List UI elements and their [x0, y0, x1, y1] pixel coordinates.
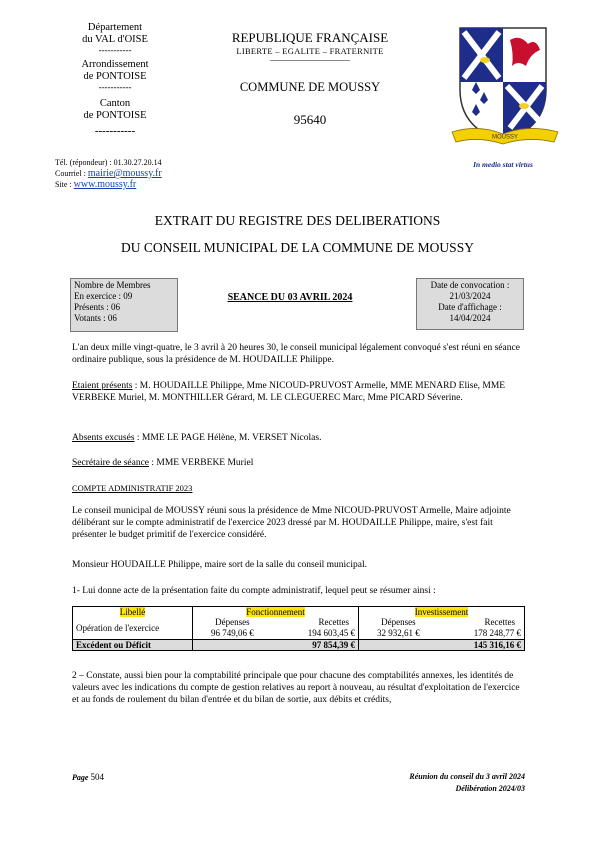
- canton-line1: Canton: [99, 98, 131, 109]
- operating-header: Fonctionnement: [246, 607, 305, 617]
- operating-result: 97 854,39 €: [193, 640, 359, 651]
- label-header: Libellé: [119, 607, 146, 617]
- email-row: [55, 168, 162, 179]
- email-link[interactable]: mairie@moussy.fr: [87, 168, 162, 179]
- present-label: Etaient présents: [72, 381, 133, 391]
- present-list: : M. HOUDAILLE Philippe, Mme NICOUD-PRUVOST Armelle, MME MENARD Elise, MME VERBEKE Muriel, M. MONTHILLER Gérard, M. LE CLEGUEREC Marc, Mme PICARD Séverine.: [72, 381, 506, 403]
- email-label: Courriel :: [55, 169, 88, 178]
- site-link[interactable]: www.moussy.fr: [73, 179, 137, 190]
- phone-number: Tél. (répondeur) : 01.30.27.20.14: [55, 158, 162, 167]
- operating-header-cell: [193, 607, 359, 618]
- separator: -----------: [98, 45, 132, 55]
- republic-motto: LIBERTE – EGALITE – FRATERNITE: [236, 46, 384, 56]
- mayor-exit-paragraph: Monsieur HOUDAILLE Philippe, maire sort de la salle du conseil municipal.: [72, 560, 367, 570]
- absent-paragraph: [72, 432, 527, 444]
- table-row: [73, 640, 525, 651]
- department-line2: du VAL d'OISE: [82, 34, 148, 45]
- operating-expenses-cell: [193, 617, 272, 640]
- operating-expenses-header: Dépenses: [215, 617, 250, 627]
- item-2-paragraph: 2 – Constate, aussi bien pour la comptabilité principale que pour chacune des comptabilités annexes, les identités de valeurs avec les indications du compte de gestion relatives au report à nouveau, au résultat d'exploitation de l'exercice et au fonds de roulement du bilan d'entrée et du bilan de sortie, aux débits et crédits,: [72, 671, 520, 705]
- document-title: EXTRAIT DU REGISTRE DES DELIBERATIONS: [154, 213, 441, 228]
- arrondissement-line2: de PONTOISE: [83, 71, 147, 82]
- section-heading-wrap: [72, 482, 527, 494]
- convocation-label: Date de convocation :: [430, 280, 510, 290]
- meeting-reference: Réunion du conseil du 3 avril 2024: [409, 772, 525, 781]
- result-label: Excédent ou Déficit: [73, 640, 193, 651]
- investment-revenue-cell: [438, 617, 525, 640]
- arrondissement-line1: Arrondissement: [81, 59, 149, 70]
- dates-box: [416, 278, 524, 330]
- crest-motto: In medio stat virtus: [473, 160, 533, 169]
- secretary-label: Secrétaire de séance: [72, 458, 150, 468]
- operation-label: Opération de l'exercice: [73, 617, 193, 640]
- label-header-cell: [73, 607, 193, 618]
- footer-reference: [340, 771, 525, 795]
- deliberation-reference: Délibération 2024/03: [455, 784, 525, 793]
- separator: -----------: [98, 82, 132, 92]
- investment-expenses-cell: [358, 617, 437, 640]
- crest-banner-text: MOUSSY: [491, 134, 519, 141]
- section-heading: COMPTE ADMINISTRATIF 2023: [72, 483, 193, 493]
- item-1-paragraph: 1- Lui donne acte de la présentation faite du compte administratif, lequel peut se résumer ainsi :: [72, 586, 436, 596]
- document-subtitle: DU CONSEIL MUNICIPAL DE LA COMMUNE DE MOUSSY: [121, 240, 474, 255]
- investment-header-cell: [358, 607, 524, 618]
- investment-header: Investissement: [414, 607, 469, 617]
- absent-label: Absents excusés: [72, 433, 135, 443]
- investment-expenses-value: 32 932,61 €: [377, 628, 420, 638]
- members-present: Présents : 06: [74, 302, 120, 312]
- members-heading: Nombre de Membres: [74, 280, 151, 290]
- separator: -----------: [94, 125, 136, 137]
- republic-title: REPUBLIQUE FRANÇAISE: [231, 30, 389, 45]
- header-rule: [270, 60, 350, 61]
- posting-label: Date d'affichage :: [438, 302, 502, 312]
- secretary-paragraph: [72, 457, 527, 469]
- contact-block: [55, 157, 162, 190]
- department-block: [40, 22, 190, 137]
- members-in-office: En exercice : 09: [74, 291, 133, 301]
- page-number: [72, 772, 104, 782]
- present-paragraph: [72, 380, 527, 404]
- page-value: 504: [90, 772, 104, 782]
- operating-revenue-value: 194 603,45 €: [307, 628, 355, 638]
- investment-revenue-header: Recettes: [484, 617, 515, 627]
- site-row: [55, 179, 162, 190]
- investment-result: 145 316,16 €: [473, 640, 521, 650]
- budget-paragraph: Le conseil municipal de MOUSSY réuni sous la présidence de Mme NICOUD-PRUVOST Armelle, Maire adjointe délibérant sur le compte administratif de l'exercice 2023 dressé par M. HOUDAILLE Philippe, maire, s'est fait présenter le budget primitif de l'exercice considéré.: [72, 506, 511, 540]
- site-label: Site :: [55, 180, 74, 189]
- department-line1: Département: [87, 22, 143, 33]
- page-label: Page: [72, 773, 91, 782]
- secretary-name: : MME VERBEKE Muriel: [149, 458, 254, 468]
- investment-expenses-header: Dépenses: [381, 617, 416, 627]
- postcode: 95640: [293, 112, 327, 127]
- absent-list: : MME LE PAGE Hélène, M. VERSET Nicolas.: [134, 433, 322, 443]
- opening-paragraph: L'an deux mille vingt-quatre, le 3 avril à 20 heures 30, le conseil municipal légalement convoqué s'est réuni en séance ordinaire publique, sous la présidence de M. HOUDAILLE Philippe.: [72, 343, 520, 365]
- session-date: SEANCE DU 03 AVRIL 2024: [227, 292, 353, 303]
- commune-name: COMMUNE DE MOUSSY: [239, 80, 381, 94]
- members-box: [70, 278, 178, 332]
- coat-of-arms-logo: [450, 20, 560, 150]
- convocation-date: 21/03/2024: [449, 291, 491, 301]
- table-row: [73, 617, 525, 640]
- operating-revenue-cell: [272, 617, 359, 640]
- financial-table: [72, 606, 525, 651]
- members-voting: Votants : 06: [74, 313, 117, 323]
- operating-revenue-header: Recettes: [318, 617, 349, 627]
- investment-revenue-value: 178 248,77 €: [473, 628, 521, 638]
- table-header-row: [73, 607, 525, 618]
- canton-line2: de PONTOISE: [83, 110, 147, 121]
- operating-expenses-value: 96 749,06 €: [211, 628, 254, 638]
- posting-date: 14/04/2024: [449, 313, 491, 323]
